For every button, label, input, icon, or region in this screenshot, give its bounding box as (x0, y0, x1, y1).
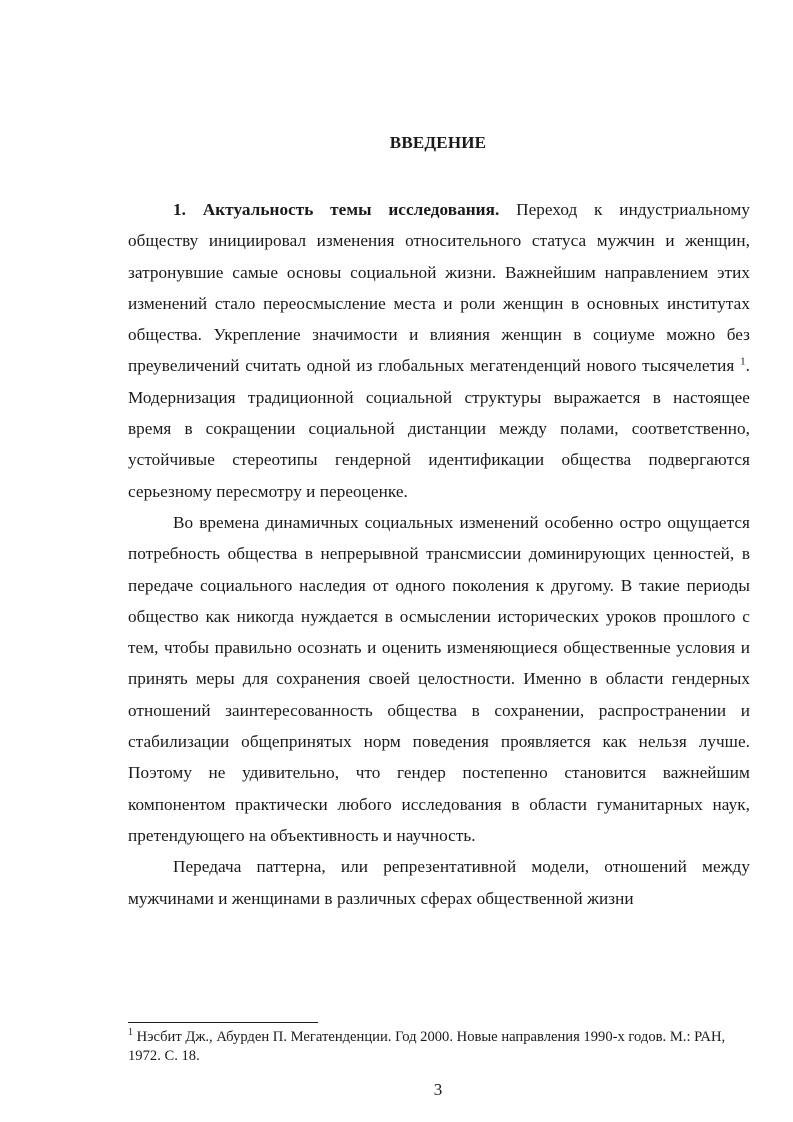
footnote-mark: 1 (128, 1027, 133, 1039)
paragraph-2: Во времена динамичных социальных изменений особенно остро ощущается потребность общества в непрерывной трансмиссии доминирующих ценностей, в передаче социального наследия от одного поколения к другому. В такие периоды общество как никогда нуждается в осмыслении исторических уроков прошлого с тем, чтобы правильно осознать и оценить изменяющиеся общественные условия и принять меры для сохранения своей целостности. Именно в области гендерных отношений заинтересованность общества в сохранении, распространении и стабилизации общепринятых норм поведения проявляется как нельзя лучше. Поэтому не удивительно, что гендер постепенно становится важнейшим компонентом практически любого исследования в области гуманитарных наук, претендующего на объективность и научность. (128, 512, 750, 845)
page-number: 3 (433, 1080, 443, 1099)
paragraph-1 (128, 194, 750, 507)
body-text (128, 194, 750, 914)
paragraph-1-text-b: . Модернизация традиционной социальной структуры выражается в настоящее время в сокращении социальной дистанции между полами, соответственно, устойчивые стереотипы гендерной идентификации общества подвергаются серьезному пересмотру и переоценке. (128, 356, 750, 501)
footnote-divider (128, 1022, 318, 1023)
paragraph-1-text-a: Переход к индустриальному обществу инициировал изменения относительного статуса мужчин и женщин, затронувшие самые основы социальной жизни. Важнейшим направлением этих изменений стало переосмысление места и роли женщин в основных институтах общества. Укрепление значимости и влияния женщин в социуме можно без преувеличений считать одной из глобальных мегатенденций нового тысячелетия (128, 200, 750, 376)
paragraph-3: Передача паттерна, или репрезентативной модели, отношений между мужчинами и женщинами в различных сферах общественной жизни (128, 857, 750, 908)
footnote-text: Нэсбит Дж., Абурден П. Мегатенденции. Год 2000. Новые направления 1990-х годов. М.: РАН, 1972. С. 18. (128, 1029, 726, 1064)
footnote-reference[interactable]: 1 (740, 355, 746, 368)
page-title: ВВЕДЕНИЕ (389, 133, 487, 152)
footnote (128, 1028, 750, 1066)
section-lead: 1. Актуальность темы исследования. (173, 200, 500, 219)
